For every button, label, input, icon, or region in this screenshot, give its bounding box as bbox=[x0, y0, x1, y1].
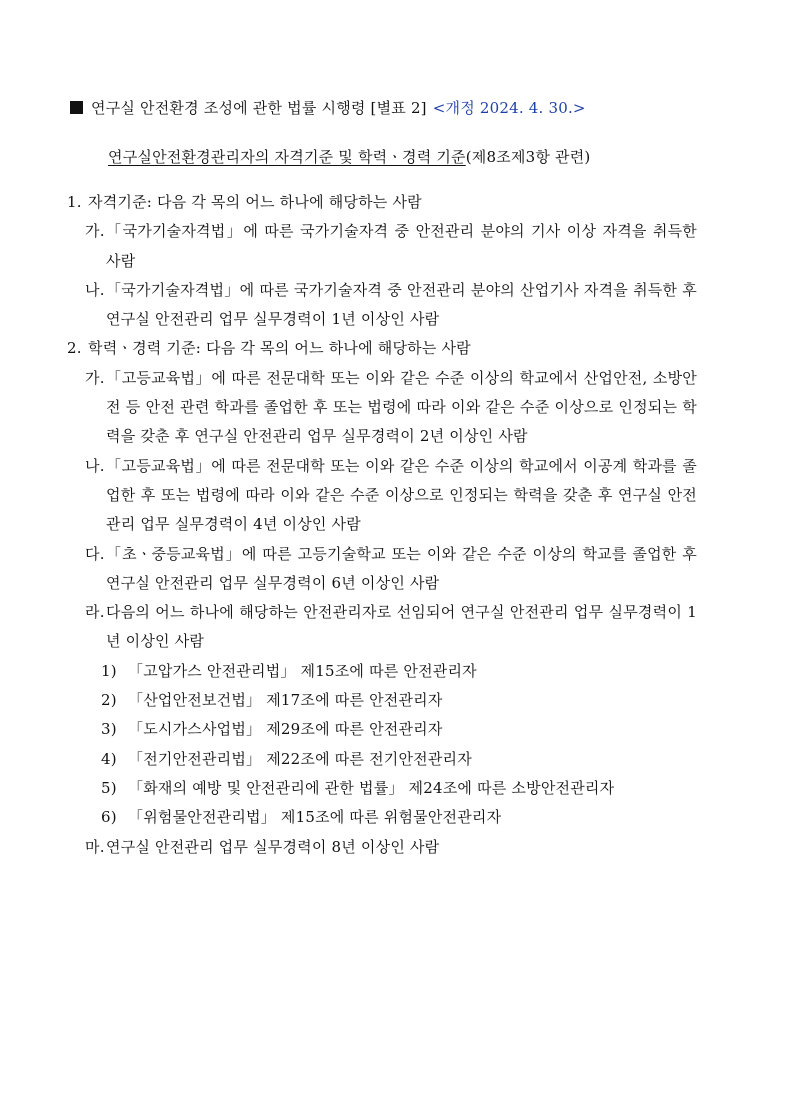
item-label: 가. bbox=[85, 368, 105, 387]
section-text: 학력ㆍ경력 기준: 다음 각 목의 어느 하나에 해당하는 사람 bbox=[88, 339, 471, 358]
subitem-label: 3) bbox=[101, 720, 117, 739]
section-1 bbox=[67, 188, 697, 217]
list-item bbox=[67, 833, 697, 862]
sub-list-item bbox=[67, 745, 697, 774]
subitem-text: 「산업안전보건법」 제17조에 따른 안전관리자 bbox=[128, 691, 443, 710]
sub-list-item bbox=[67, 657, 697, 686]
sub-list-item bbox=[67, 715, 697, 744]
black-square-icon bbox=[70, 101, 83, 114]
item-label: 나. bbox=[85, 280, 105, 299]
document-title bbox=[108, 146, 590, 168]
title-main: 연구실안전환경관리자의 자격기준 및 학력ㆍ경력 기준 bbox=[108, 148, 466, 166]
subitem-label: 1) bbox=[101, 661, 117, 680]
list-item bbox=[67, 540, 697, 599]
item-text: 「고등교육법」에 따른 전문대학 또는 이와 같은 수준 이상의 학교에서 이공계 학과를 졸업한 후 또는 법령에 따라 이와 같은 수준 이상으로 인정되는 학력을 갖춘 후 연구실 안전관리 업무 실무경력이 4년 이상인 사람 bbox=[106, 456, 697, 534]
item-label: 라. bbox=[85, 603, 105, 622]
section-text: 자격기준: 다음 각 목의 어느 하나에 해당하는 사람 bbox=[88, 193, 422, 211]
item-text: 연구실 안전관리 업무 실무경력이 8년 이상인 사람 bbox=[106, 837, 440, 856]
list-item bbox=[67, 217, 697, 276]
subitem-label: 2) bbox=[101, 691, 117, 710]
list-item bbox=[67, 276, 697, 335]
subitem-text: 「고압가스 안전관리법」 제15조에 따른 안전관리자 bbox=[128, 661, 477, 680]
item-label: 다. bbox=[85, 544, 105, 563]
section-number: 1. bbox=[67, 193, 82, 211]
sub-list-item bbox=[67, 803, 697, 832]
list-item bbox=[67, 452, 697, 540]
list-item bbox=[67, 364, 697, 452]
item-text: 「국가기술자격법」에 따른 국가기술자격 중 안전관리 분야의 기사 이상 자격을 취득한 사람 bbox=[106, 222, 697, 270]
item-label: 마. bbox=[85, 837, 105, 856]
item-text: 「국가기술자격법」에 따른 국가기술자격 중 안전관리 분야의 산업기사 자격을 취득한 후 연구실 안전관리 업무 실무경력이 1년 이상인 사람 bbox=[106, 280, 697, 329]
item-text: 「초ㆍ중등교육법」에 따른 고등기술학교 또는 이와 같은 수준 이상의 학교를 졸업한 후 연구실 안전관리 업무 실무경력이 6년 이상인 사람 bbox=[106, 544, 697, 592]
sub-list-item bbox=[67, 686, 697, 715]
sub-list-item bbox=[67, 774, 697, 803]
document-header bbox=[70, 97, 586, 119]
list-item bbox=[67, 598, 697, 657]
subitem-text: 「위험물안전관리법」 제15조에 따른 위험물안전관리자 bbox=[128, 808, 502, 827]
title-reference: (제8조제3항 관련) bbox=[465, 148, 591, 166]
item-text: 「고등교육법」에 따른 전문대학 또는 이와 같은 수준 이상의 학교에서 산업안전, 소방안전 등 안전 관련 학과를 졸업한 후 또는 법령에 따라 이와 같은 수준 이상으로 인정되는 학력을 갖춘 후 연구실 안전관리 업무 실무경력이 2년 이상인 사람 bbox=[106, 368, 697, 446]
section-2 bbox=[67, 334, 697, 363]
header-text: 연구실 안전환경 조성에 관한 법률 시행령 [별표 2] bbox=[91, 99, 427, 117]
subitem-label: 5) bbox=[101, 778, 117, 797]
item-text: 다음의 어느 하나에 해당하는 안전관리자로 선임되어 연구실 안전관리 업무 실무경력이 1년 이상인 사람 bbox=[106, 603, 697, 651]
subitem-text: 「화재의 예방 및 안전관리에 관한 법률」 제24조에 따른 소방안전관리자 bbox=[128, 778, 615, 797]
subitem-text: 「도시가스사업법」 제29조에 따른 안전관리자 bbox=[128, 720, 443, 739]
document-body bbox=[67, 188, 697, 862]
amendment-date: <개정 2024. 4. 30.> bbox=[432, 99, 586, 117]
item-label: 나. bbox=[85, 456, 105, 475]
subitem-label: 4) bbox=[101, 749, 117, 768]
section-number: 2. bbox=[67, 339, 82, 358]
item-label: 가. bbox=[85, 222, 105, 241]
subitem-text: 「전기안전관리법」 제22조에 따른 전기안전관리자 bbox=[128, 749, 472, 768]
subitem-label: 6) bbox=[101, 808, 117, 827]
